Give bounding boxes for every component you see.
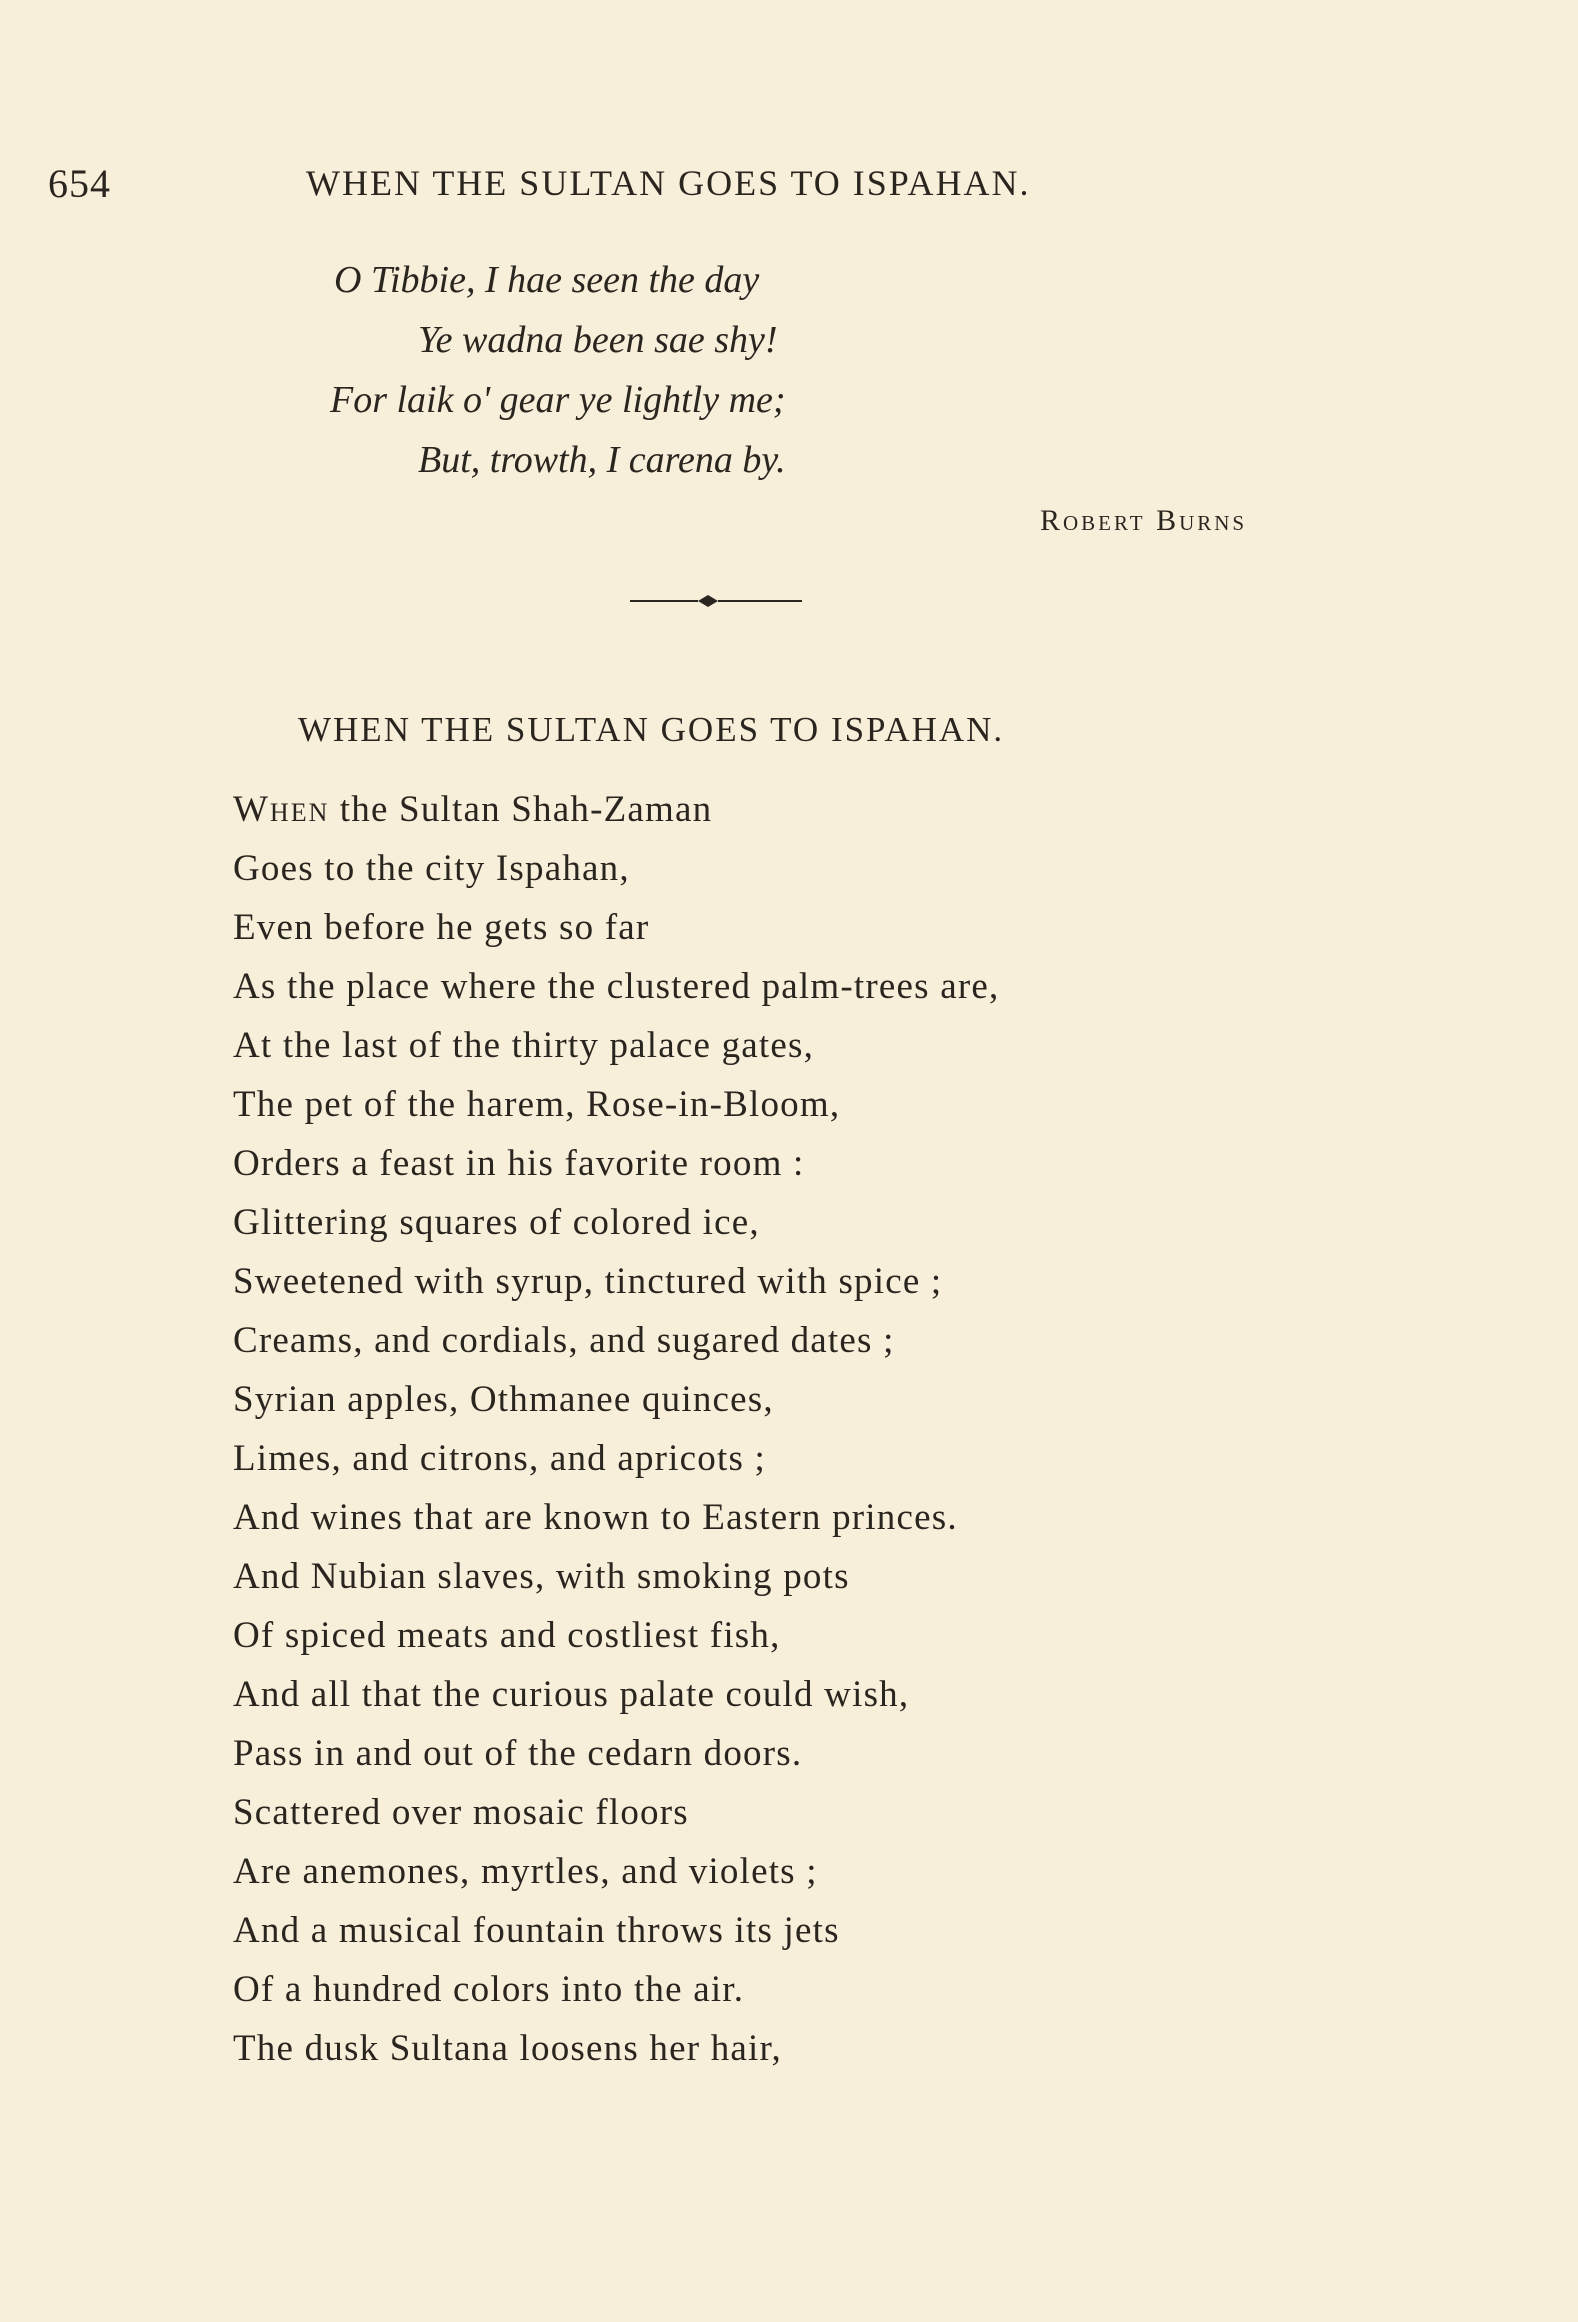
poem-line: Orders a feast in his favorite room :: [233, 1143, 805, 1184]
poem-line: And all that the curious palate could wish,: [233, 1674, 910, 1715]
poem-line: At the last of the thirty palace gates,: [233, 1025, 815, 1066]
poem-line: Of spiced meats and costliest fish,: [233, 1615, 781, 1656]
poem-first-word: When: [233, 789, 330, 830]
poem-line: Of a hundred colors into the air.: [233, 1969, 745, 2010]
poem-line: And Nubian slaves, with smoking pots: [233, 1556, 850, 1597]
stanza-line: But, trowth, I carena by.: [418, 439, 786, 481]
section-divider-ornament: [630, 590, 802, 612]
poem-line: Limes, and citrons, and apricots ;: [233, 1438, 766, 1479]
poem-line: Creams, and cordials, and sugared dates ;: [233, 1320, 895, 1361]
stanza-line: For laik o' gear ye lightly me;: [330, 379, 786, 421]
stanza-line: Ye wadna been sae shy!: [418, 319, 778, 361]
poem-line: And a musical fountain throws its jets: [233, 1910, 840, 1951]
poem-line: When the Sultan Shah-Zaman: [233, 789, 713, 830]
author-attribution: Robert Burns: [1040, 504, 1248, 537]
poem-line: And wines that are known to Eastern princes.: [233, 1497, 958, 1538]
poem-title: WHEN THE SULTAN GOES TO ISPAHAN.: [298, 710, 1005, 749]
poem-line: Goes to the city Ispahan,: [233, 848, 630, 889]
poem-line: Syrian apples, Othmanee quinces,: [233, 1379, 774, 1420]
poem-line: The pet of the harem, Rose-in-Bloom,: [233, 1084, 841, 1125]
poem-line: Glittering squares of colored ice,: [233, 1202, 760, 1243]
poem-line: The dusk Sultana loosens her hair,: [233, 2028, 782, 2069]
page-number: 654: [48, 161, 111, 206]
stanza-line: O Tibbie, I hae seen the day: [334, 259, 760, 301]
poem-line: Scattered over mosaic floors: [233, 1792, 689, 1833]
running-head: WHEN THE SULTAN GOES TO ISPAHAN.: [306, 163, 1031, 203]
poem-line: Are anemones, myrtles, and violets ;: [233, 1851, 818, 1892]
poem-line: As the place where the clustered palm-trees are,: [233, 966, 1000, 1007]
poem-line: Pass in and out of the cedarn doors.: [233, 1733, 803, 1774]
poem-line: Sweetened with syrup, tinctured with spice ;: [233, 1261, 943, 1302]
poem-line: Even before he gets so far: [233, 907, 650, 948]
